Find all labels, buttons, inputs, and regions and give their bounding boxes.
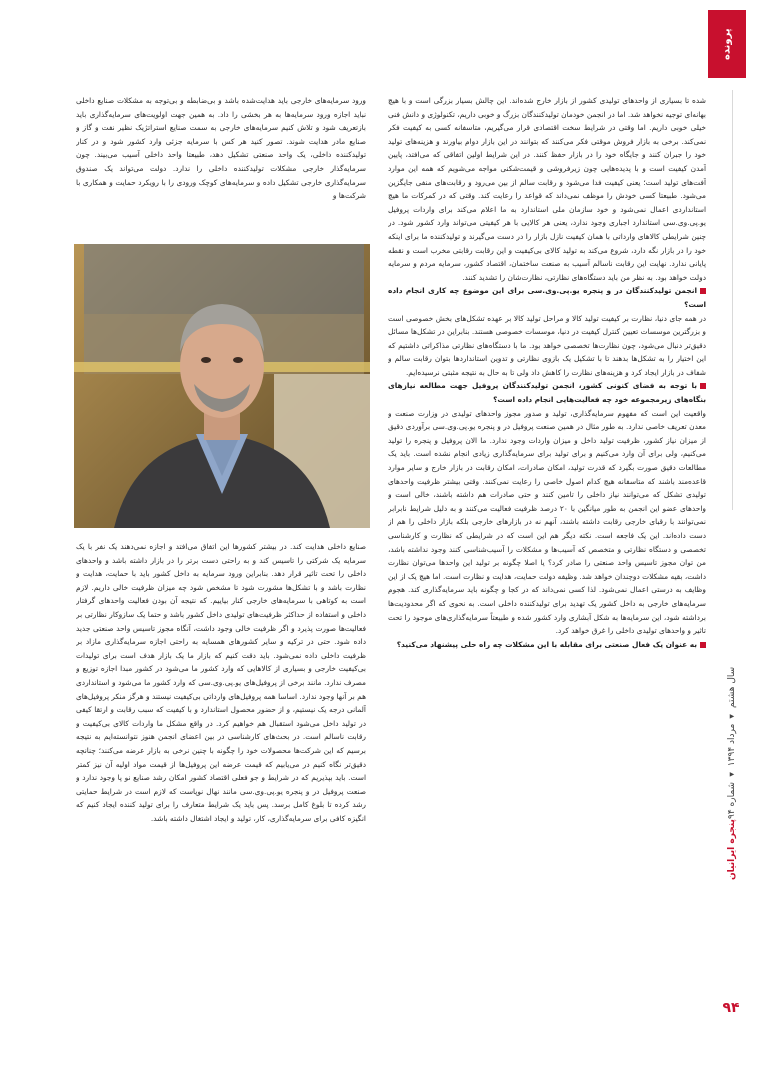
section-label: پرونده [721,28,733,60]
interview-question [388,638,706,652]
page-number: ۹۴ [722,1000,740,1016]
paragraph-text: ورود سرمایه‌های خارجی باید هدایت‌شده باشد و بی‌ضابطه و بی‌توجه به مشکلات صنایع داخلی نباید اجازه ورود سرمایه‌ها به هر بخشی را داد. به همین جهت اولویت‌های سرمایه‌گذاری باید بازتعریف شود و تلاش کنیم سرمایه‌های خارجی به سمت صنایع استراتژیک نظیر نفت و گاز و صنایع مادر هدایت شوند. تصور کنید هر کس با سرمایه جزئی وارد کشور شود و در کنار تولیدکننده داخلی، یک واحد صنعتی تشکیل دهد، طبیعتا واحد داخلی آسیب می‌بیند. چون سرمایه‌گذار خارجی مشکلات تولیدکننده داخلی را ندارد. دولت می‌تواند یک صندوق سرمایه‌گذاری خارجی تشکیل داده و سرمایه‌های کوچک ورودی را با رویکرد حمایت و همکاری با شرکت‌ها و [76,96,366,201]
side-divider [732,90,733,510]
paragraph-text: در همه جای دنیا، نظارت بر کیفیت تولید کالا و مراحل تولید کالا بر عهده تشکل‌های بخش خصوصی است و بزرگترین موسسات تعیین کنترل کیفیت در دنیا، موسسات خصوصی هستند. بنابراین در تشکل‌ها مسائل دقیق‌تر دنبال می‌شود، چون نظارت‌ها تخصصی خواهد بود. ما با دستگاه‌های نظارتی مذاکراتی داشتیم که این اختیار را به تشکل‌ها بدهند تا با تشکیل یک بازوی نظارتی و تدوین استانداردها بتوان رقابت سالم و شفاف در بازار ایجاد کرد و هزینه‌های نظارت را کاهش داد ولی تا به حال به نتیجه مثبتی نرسیده‌ایم. [388,313,706,377]
section-tab [708,10,746,78]
paragraph-text: واقعیت این است که مفهوم سرمایه‌گذاری، تولید و صدور مجوز واحدهای تولیدی در وزارت صنعت و معدن تعریف خاصی ندارد. به طور مثال در همین صنعت پروفیل در و پنجره یو.پی.وی.سی برآوردی دقیق از میزان نیاز کشور، ظرفیت تولید داخل و میزان واردات وجود ندارد. ما الان پروفیل و پنجره را تولید می‌کنیم، ولی برای آن وارد می‌کنیم و برای تولید برای سرمایه‌گذاری زیادی انجام نشده است. باید یک مطالعات دقیق صورت بگیرد که قدرت تولید، امکان صادرات، امکان رقابت در بازار خارج و سایر موارد قاعده‌مند باشند که متاسفانه هیچ کدام اصول خاصی را رعایت نمی‌کنند. وقتی بیشتر ظرفیت واحدهای تولیدی تشکل که می‌توانند نیاز داخلی را تامین کنند و حتی صادرات هم داشته باشند، خالی است و واحدهای عضو این انجمن به طور میانگین با ۲۰ درصد ظرفیت فعالیت می‌کنند و به دلیل شرایط نابرابر نمی‌توانند با رقبای خارجی رقابت داشته باشند، آنهم نه در بازارهای خارجی بلکه بازار داخلی را هم از دست داده‌اند. این یک فاجعه است. نکته دیگر هم این است که در شرایطی که نظارت و کارشناسی تخصصی و دستگاه نظارتی و متخصص که آسیب‌ها و مشکلات را آسیب‌شناسی کنند وجود نداشته باشد، من توان مجوز تاسیس واحد صنعتی را صادر کرد؟ یا اصلا چگونه بر تولید این واحدها می‌توان نظارت داشت، بقیه مشکلات دوچندان خواهد شد. وظیفه دولت حمایت، هدایت و نظارت است. اما هیچ یک از این وظایف به درستی اعمال نمی‌شود. لذا کسی نمی‌داند که در کجا و چگونه باید سرمایه‌گذاری کند. هجوم سرمایه‌های خارجی به داخل کشور یک تهدید برای تولیدکننده داخلی است. به نحوی که اگر محدودیت‌ها برداشته شود، این سرمایه‌ها به شکل آبشاری وارد کشور شده و طبیعتاً سرمایه‌گذاری‌های موجود را تحت تاثیر و واحدهای تولیدی داخلی را غرق خواهد کرد. [388,408,706,636]
interview-paragraph [76,94,366,203]
magazine-brand: پنجره ایرانیان [727,819,737,880]
interview-question [388,284,706,311]
interview-paragraph [388,94,706,284]
article-left-bottom [76,540,366,1040]
paragraph-text: صنایع داخلی هدایت کند. در بیشتر کشورها این اتفاق می‌افتد و اجازه نمی‌دهند یک نفر با یک سرمایه یک شرکتی را تاسیس کند و به راحتی دست برتر را در بازار داشته باشد و واحدهای داخلی را تحت تاثیر قرار دهد. بنابراین ورود سرمایه به داخل کشور باید با حمایت، هدایت و نظارت باشد و با تشکل‌ها مشورت شود تا مشخص شود چه میزان ظرفیت خالی داریم. لازم است به کوتاهی با سرمایه‌های خارجی کنار بیاییم. که نتیجه آن بودن فعالیت واحدهای گرفتار داخلی و استفاده از حداکثر ظرفیت‌های تولیدی داخل کشور باشد و حتما یک سازوکار نظارتی بر فعالیت‌ها صورت پذیرد و اگر ظرفیت خالی وجود داشت، آنگاه مجوز تاسیس واحد صنعتی جدید داده شود. حتی در ترکیه و سایر کشورهای همسایه به راحتی اجازه سرمایه‌گذاری مازاد بر ظرفیت داخلی داده نمی‌شود. باید دقت کنیم که بازار ما یک بازار هدف است برای تولیدات بی‌کیفیت خارجی و بسیاری از کالاهایی که وارد کشور ما می‌شود در کشور مبدا اجازه توزیع و مصرف ندارد. مانند برخی از پروفیل‌های یو.پی.وی.سی که وارد کشور ما می‌شود و استانداردی هم بر آنها وجود ندارد. اساسا همه پروفیل‌های وارداتی بی‌کیفیت نیستند و هرگز منکر پروفیل‌های آلمانی درجه یک نیستیم، و از حضور محصول استاندارد و با کیفیت که سبب رقابت و ارتقا کیفی در تولید داخل می‌شود استقبال هم خواهیم کرد. در واقع مشکل ما واردات کالای بی‌کیفیت و رقابت ناسالم است. در بحث‌های کارشناسی در بین اعضای انجمن هنوز نتوانسته‌ایم به نتیجه برسیم که این شرکت‌ها محصولات خود را چگونه با چنین نرخی به بازار عرضه می‌کنند؛ چنانچه دقیق‌تر نگاه کنیم در می‌یابیم که قیمت عرضه این پروفیل‌ها از قیمت مواد اولیه آن نیز کمتر است. باید بپذیریم که در شرایط و جو فعلی اقتصاد کشور امکان رشد صنایع نو پا وجود ندارد و صنعت پروفیل در و پنجره یو.پی.وی.سی مانند نهال نوپاست که لازم است در شرایط حمایتی رشد کرده تا بلوغ کامل برسد. پس باید یک شرایط متعارف را برای تولید کننده ایجاد کنیم که انگیزه کافی برای سرمایه‌گذاری، کار، تولید و ایجاد اشتغال داشته باشد. [76,542,366,823]
paragraph-text: شده تا بسیاری از واحدهای تولیدی کشور از بازار خارج شده‌اند. این چالش بسیار بزرگی است و با هیچ بهانه‌ای توجیه نخواهد شد. اما در انجمن خودمان تولیدکنندگان بزرگ و خوبی داریم، تکنولوژی و دانش فنی خیلی خوبی داریم. اما وقتی در شرایط سخت اقتصادی قرار می‌گیریم، متاسفانه کسی به کیفیت فکر نمی‌کند. برخی به بازار فروش موقتی فکر می‌کنند که بتوانند در این بازار دوام بیاورند و هزینه‌های تولید خود را جبران کنند و جایگاه خود را در بازار حفظ کنند. در این شرایط اولین اتفاقی که می‌افتد، پایین آمدن کیفیت است و با پدیده‌هایی چون زیرفروشی و قیمت‌شکنی مواجه می‌شویم که همه این موارد آفت‌های تولید است؛ یعنی کیفیت فدا می‌شود و رقابت سالم از بین می‌رود و رقابت‌های منفی جایگزین می‌شود. طبیعتا کسی خودش را موظف نمی‌داند که قواعد را رعایت کند. وقتی که در کمرکات ما هیچ استانداردی اعمال نمی‌شود و خود سازمان ملی استاندارد به ما اعلام می‌کند برای واردات پروفیل یو.پی.وی.سی استاندارد اجباری وجود ندارد، یعنی هر کالایی با هر کیفیتی می‌تواند وارد کشور شود. در چنین شرایطی کالاهای وارداتی با همان کیفیت نازل بازار را در دست می‌گیرند و تولیدکننده ما برای اینکه خود را در بازار نگه دارد، شروع می‌کند به تولید کالای بی‌کیفیت و این رقابت رقابتی مخرب است و نقطه پایانی ندارد. نهایت این رقابت ناسالم آسیب به صنعت ساختمان، اقتصاد کشور، سرمایه مردم و سرمایه دولت خواهد بود. به نظر من باید دستگاه‌های نظارتی، نظارت‌شان را تشدید کنند. [388,96,706,282]
issue-meta [722,520,742,880]
question-text: انجمن تولیدکنندگان در و پنجره یو.پی.وی.سی برای این موضوع چه کاری انجام داده است؟ [388,286,706,309]
portrait-illustration [74,244,370,528]
interview-paragraph [388,407,706,638]
question-text: با توجه به فضای کنونی کشور، انجمن تولیدکنندگان پروفیل جهت مطالعه نیازهای بنگاه‌های زیرمجموعه خود چه فعالیت‌هایی انجام داده است؟ [388,381,706,405]
magazine-meta: سال هشتم ◂ مرداد ۱۳۹۴ ◂ شماره ۹۴ [727,666,737,820]
interview-paragraph [76,540,366,825]
question-marker-icon [700,642,706,648]
interview-question [388,379,706,406]
article-right-column [388,94,706,1084]
interview-paragraph [388,312,706,380]
portrait-photo [74,244,370,528]
question-marker-icon [700,288,706,294]
question-text: به عنوان یک فعال صنعتی برای مقابله با این مشکلات چه راه حلی پیشنهاد می‌کنید؟ [396,639,697,649]
question-marker-icon [700,383,706,389]
article-left-top [76,94,366,244]
